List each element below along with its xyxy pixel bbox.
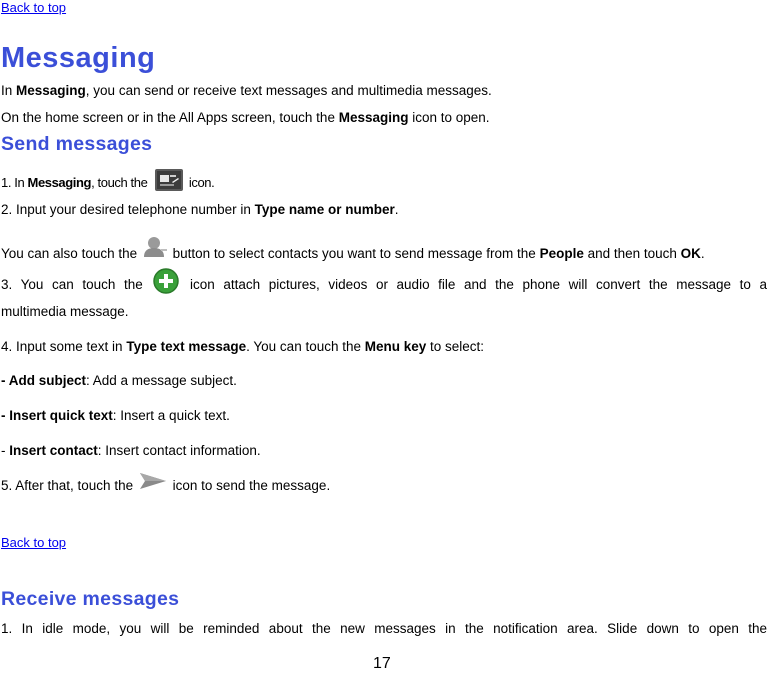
intro-paragraph-2: On the home screen or in the All Apps screen, touch the Messaging icon to open. bbox=[1, 110, 490, 125]
menu-option-add-subject: - Add subject: Add a message subject. bbox=[1, 373, 237, 388]
back-to-top-link-2[interactable]: Back to top bbox=[1, 535, 67, 550]
send-step-3: 3. You can touch the icon attach pictures, videos or audio file and the phone will convert the message to a bbox=[1, 270, 767, 301]
send-step-4: 4. Input some text in Type text message. You can touch the Menu key to select: bbox=[1, 339, 485, 354]
send-step-5: 5. After that, touch the icon to send the message. bbox=[1, 475, 330, 498]
green-plus-icon bbox=[151, 267, 181, 298]
menu-option-insert-quick-text: - Insert quick text: Insert a quick text. bbox=[1, 408, 230, 423]
send-contacts-note: You can also touch the button to select contacts you want to send message from the People and then touch OK. bbox=[1, 241, 705, 268]
send-step-1: 1. In Messaging, touch the icon. bbox=[1, 171, 214, 196]
new-message-icon bbox=[155, 169, 183, 194]
page-title: Messaging bbox=[1, 42, 156, 74]
send-step-3-continued: multimedia message. bbox=[1, 304, 129, 319]
contact-person-icon bbox=[142, 235, 168, 262]
section-title-receive: Receive messages bbox=[1, 588, 180, 610]
menu-option-insert-contact: - Insert contact: Insert contact information. bbox=[1, 443, 261, 458]
page-number: 17 bbox=[373, 655, 391, 672]
send-step-2: 2. Input your desired telephone number in Type name or number. bbox=[1, 202, 399, 217]
back-to-top-link[interactable]: Back to top bbox=[1, 0, 67, 15]
receive-step-1: 1. In idle mode, you will be reminded about the new messages in the notification area. Slide down to open the bbox=[1, 621, 767, 636]
section-title-send: Send messages bbox=[1, 133, 153, 155]
send-arrow-icon bbox=[138, 471, 168, 494]
intro-paragraph-1: In Messaging, you can send or receive text messages and multimedia messages. bbox=[1, 83, 492, 98]
